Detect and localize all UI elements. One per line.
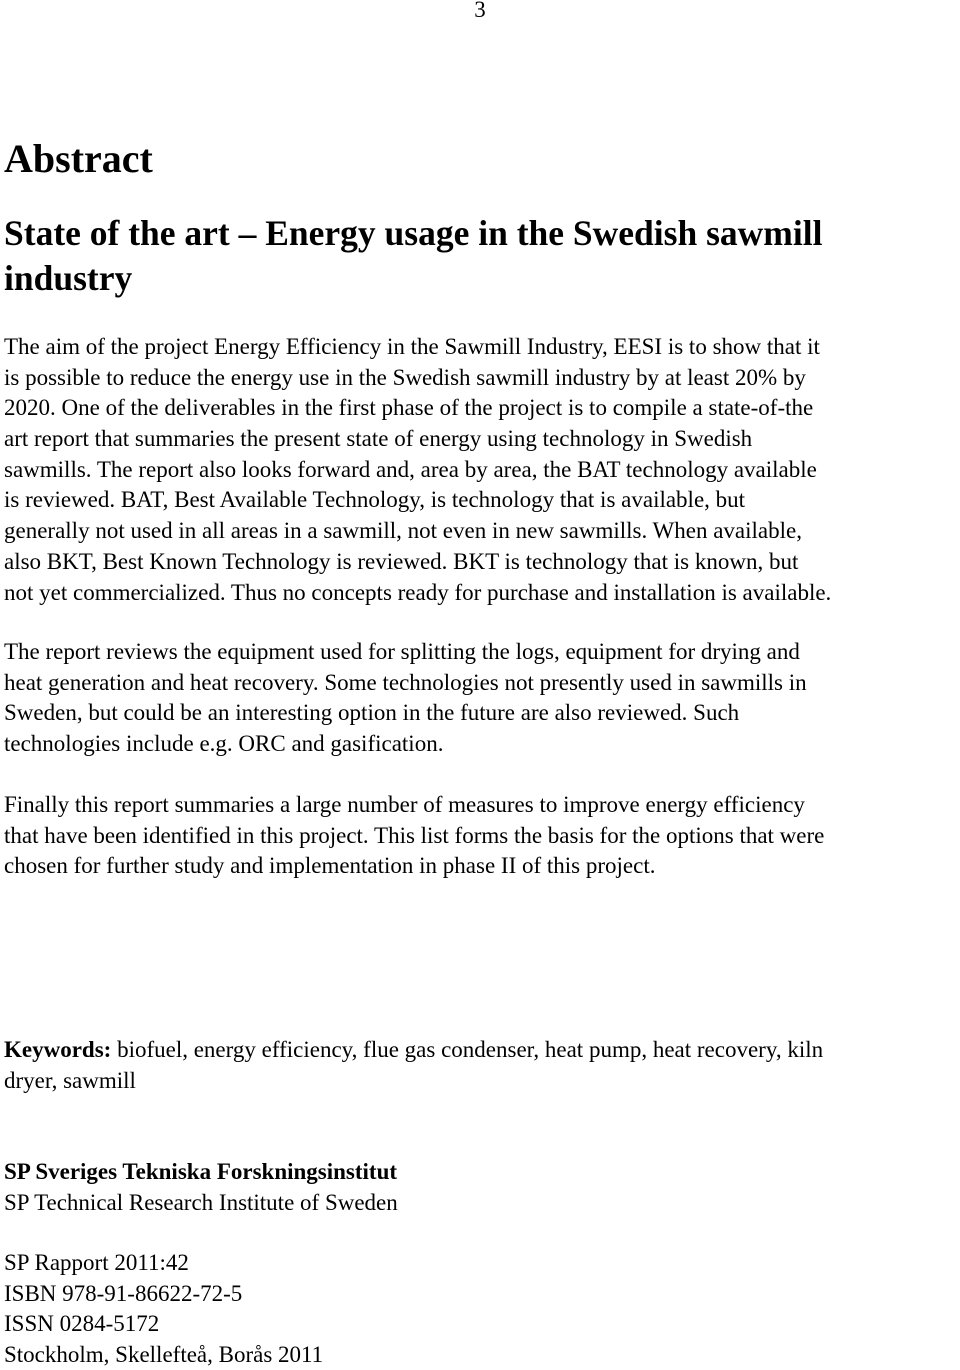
institute-name-swedish: SP Sveriges Tekniska Forskningsinstitut: [4, 1157, 960, 1188]
paragraph-line: The aim of the project Energy Efficiency in the Sawmill Industry, EESI is to show that it: [4, 332, 960, 363]
page-number: 3: [0, 0, 960, 24]
document-title: [4, 211, 960, 301]
paragraph-line: chosen for further study and implementation in phase II of this project.: [4, 851, 960, 882]
report-number: SP Rapport 2011:42: [4, 1248, 960, 1279]
issn: ISSN 0284-5172: [4, 1309, 960, 1340]
paragraph-line: is possible to reduce the energy use in the Swedish sawmill industry by at least 20% by: [4, 363, 960, 394]
isbn: ISBN 978-91-86622-72-5: [4, 1279, 960, 1310]
abstract-heading: Abstract: [4, 136, 960, 182]
abstract-paragraph-2: [4, 637, 960, 760]
paragraph-line: technologies include e.g. ORC and gasification.: [4, 729, 960, 760]
paragraph-line: not yet commercialized. Thus no concepts ready for purchase and installation is available.: [4, 578, 960, 609]
abstract-paragraph-1: [4, 332, 960, 608]
institute-block: [4, 1157, 960, 1218]
paragraph-line: sawmills. The report also looks forward and, area by area, the BAT technology available: [4, 455, 960, 486]
paragraph-line: generally not used in all areas in a sawmill, not even in new sawmills. When available,: [4, 516, 960, 547]
place-year: Stockholm, Skellefteå, Borås 2011: [4, 1340, 960, 1370]
paragraph-line: Finally this report summaries a large number of measures to improve energy efficiency: [4, 790, 960, 821]
publication-info: [4, 1248, 960, 1370]
paragraph-line: that have been identified in this project. This list forms the basis for the options that were: [4, 821, 960, 852]
paragraph-line: is reviewed. BAT, Best Available Technology, is technology that is available, but: [4, 485, 960, 516]
paragraph-line: Sweden, but could be an interesting option in the future are also reviewed. Such: [4, 698, 960, 729]
paragraph-line: 2020. One of the deliverables in the first phase of the project is to compile a state-of-the: [4, 393, 960, 424]
document-title-line: industry: [4, 256, 960, 301]
keywords: [4, 1035, 960, 1096]
keywords-label: Keywords:: [4, 1037, 111, 1062]
paragraph-line: also BKT, Best Known Technology is reviewed. BKT is technology that is known, but: [4, 547, 960, 578]
abstract-paragraph-3: [4, 790, 960, 882]
paragraph-line: art report that summaries the present state of energy using technology in Swedish: [4, 424, 960, 455]
keywords-line: dryer, sawmill: [4, 1066, 960, 1097]
institute-name-english: SP Technical Research Institute of Sweden: [4, 1188, 960, 1219]
paragraph-line: The report reviews the equipment used for splitting the logs, equipment for drying and: [4, 637, 960, 668]
keywords-list: biofuel, energy efficiency, flue gas condenser, heat pump, heat recovery, kiln: [111, 1037, 823, 1062]
paragraph-line: heat generation and heat recovery. Some technologies not presently used in sawmills in: [4, 668, 960, 699]
document-title-line: State of the art – Energy usage in the Swedish sawmill: [4, 211, 960, 256]
keywords-line: [4, 1035, 960, 1066]
